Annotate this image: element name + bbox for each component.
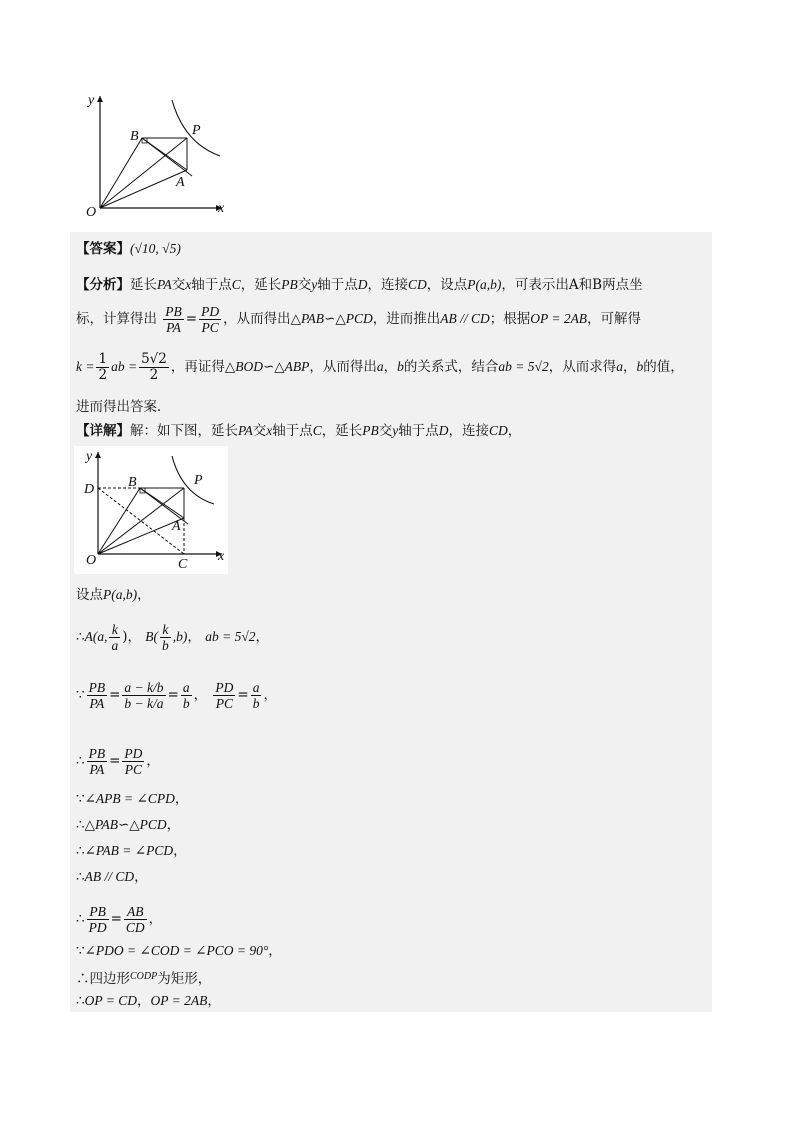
figure-1 — [72, 88, 232, 220]
fig1-label-b: B — [130, 129, 139, 144]
step-11: ∴四边形$^{CODP}$为矩形， — [76, 971, 212, 987]
answer-label: 【答案】 — [76, 241, 130, 257]
fig1-label-a: A — [176, 175, 185, 190]
fig2-label-d: D — [84, 482, 95, 497]
step-9: ∴ $\frac{PB}{PD}$ = $\frac{AB}{CD}$ ， — [76, 904, 163, 935]
answer-line — [76, 240, 181, 258]
figure-2 — [74, 446, 228, 574]
fig2-label-c: C — [178, 557, 188, 572]
fig1-label-o: O — [86, 205, 97, 220]
step-8: ∴AB // CD， — [76, 869, 148, 885]
fig1-label-x: x — [218, 201, 225, 216]
step-3: ∵ $\frac{PB}{PA}$ = $\frac{a - k/b}{b - k/a}$ = $\frac{a}{b}$ ， $\frac{PD}{PC}$ = $\frac{a}{b}$ ， — [76, 680, 277, 711]
step-2: ∴A(a, $\frac{k}{a}$ )， B( $\frac{k}{b}$ ,b)， ab = 5√2， — [76, 622, 269, 653]
step-1: 设点P(a,b)， — [76, 587, 151, 603]
fig2-label-a: A — [172, 519, 181, 534]
step-10: ∵∠PDO = ∠COD = ∠PCO = 90°， — [76, 943, 282, 959]
analysis-line-4: 进而得出答案． — [76, 399, 171, 415]
answer-value: (√10, √5) — [130, 241, 181, 256]
fig1-label-y: y — [88, 93, 95, 108]
step-5: ∵∠APB = ∠CPD， — [76, 791, 189, 807]
fig2-label-o: O — [86, 553, 97, 568]
fig2-label-y: y — [86, 449, 93, 464]
analysis-line-1: 【分析】延长PA交x轴于点C，延长PB交y轴于点D，连接CD，设点P(a,b)，可表示出A和B两点坐 — [76, 277, 643, 293]
step-6: ∴△PAB∽△PCD， — [76, 817, 181, 833]
step-7: ∴∠PAB = ∠PCD， — [76, 843, 187, 859]
fig1-label-p: P — [192, 123, 201, 138]
fig2-label-p: P — [194, 473, 203, 488]
analysis-line-3: k = $\frac{1}{2}$ ab = $\frac{5√2}{2}$ ，再证得△BOD∽△ABP，从而得出a，b的关系式，结合ab = 5√2，从而求得a，b的值， — [76, 351, 684, 383]
fig2-label-x: x — [218, 549, 225, 564]
detail-line-1: 【详解】解：如下图，延长PA交x轴于点C，延长PB交y轴于点D，连接CD， — [76, 423, 522, 439]
analysis-line-2: 标，计算得出 $\frac{PB}{PA}$ = $\frac{PD}{PC}$ ，从而得出△PAB∽△PCD，进而推出AB // CD；根据OP = 2AB，可解得 — [76, 304, 642, 335]
step-12: ∴OP = CD，OP = 2AB， — [76, 993, 221, 1009]
fig2-label-b: B — [128, 475, 137, 490]
step-4: ∴ $\frac{PB}{PA}$ = $\frac{PD}{PC}$ ， — [76, 746, 160, 777]
